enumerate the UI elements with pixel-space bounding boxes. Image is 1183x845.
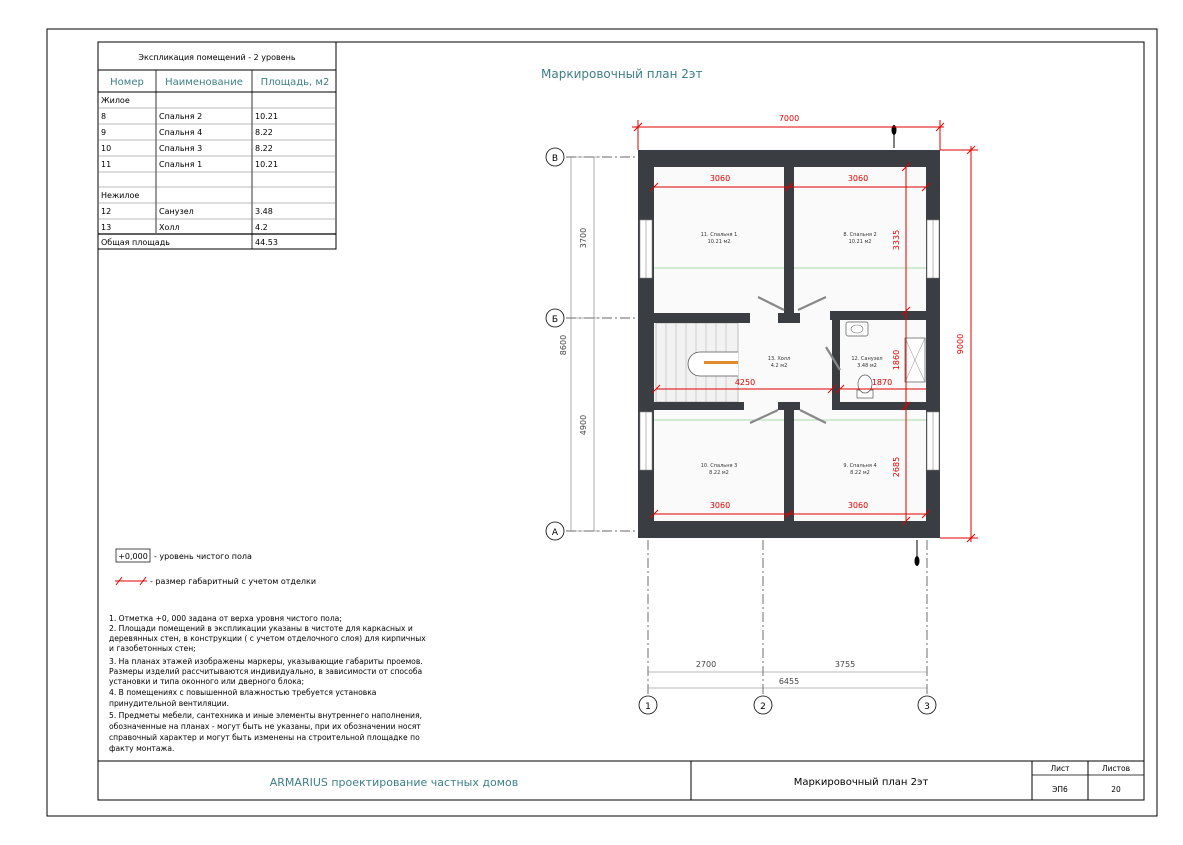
room-label-name: 8. Спальня 2 <box>843 232 877 238</box>
toilet-icon <box>857 375 873 398</box>
sink-icon <box>846 322 868 336</box>
axis-marker-a: А <box>551 528 559 538</box>
axis-marker-3: 3 <box>924 702 930 712</box>
footer-sheets-value: 20 <box>1111 785 1121 794</box>
dim-left-bottom: 4900 <box>579 414 588 436</box>
note-line: справочный характер и могут быть изменены на строительной площадке по <box>109 733 420 742</box>
explication-row-4-name: Спальня 1 <box>159 160 203 169</box>
wall-east <box>926 150 940 538</box>
note-line: и газобетонных стен; <box>109 644 196 653</box>
note-line: деревянных стен, в конструкции ( с учетом отделочного слоя) для кирпичных <box>109 634 426 643</box>
axis-marker-b: Б <box>551 315 559 325</box>
dim-hall: 4250 <box>734 378 756 387</box>
explication-row-4-area: 10.21 <box>255 160 278 169</box>
shower-icon <box>905 338 925 382</box>
explication-row-7-num: 12 <box>101 207 112 216</box>
footer-sheet-label: Лист <box>1050 764 1070 773</box>
dim-bottom-axis-right: 3755 <box>834 660 856 669</box>
dim-left-top: 3700 <box>579 227 588 249</box>
room-label-name: 9. Спальня 4 <box>843 463 877 469</box>
dim-bottom-right: 3060 <box>847 501 869 510</box>
axis-marker-2: 2 <box>760 702 766 712</box>
room-label-area: 8.22 м2 <box>709 470 729 476</box>
explication-header-number: Номер <box>110 77 144 88</box>
dim-top-right: 3060 <box>847 174 869 183</box>
legend-level-mark: +0,000 <box>118 552 148 561</box>
explication-row-4-num: 11 <box>101 160 112 169</box>
explication-row-1-num: 8 <box>101 112 107 121</box>
explication-row-7-area: 3.48 <box>255 207 273 216</box>
dim-overall-width: 7000 <box>778 114 800 123</box>
dim-right-bottom: 2685 <box>892 456 901 478</box>
dim-right-top: 3335 <box>892 229 901 251</box>
room-label-name: 12. Санузел <box>851 356 883 362</box>
dim-top-left: 3060 <box>709 174 731 183</box>
explication-row-1-name: Спальня 2 <box>159 112 203 121</box>
note-line: 1. Отметка +0, 000 задана от верха уровня чистого пола; <box>109 614 342 623</box>
note-line: 3. На планах этажей изображены маркеры, указывающие габариты проемов. <box>109 657 423 666</box>
explication-row-0-num: Жилое <box>101 96 130 105</box>
dim-bath: 1870 <box>871 378 893 387</box>
wall-south <box>638 521 940 538</box>
explication-header-name: Наименование <box>165 77 243 88</box>
wall-west <box>638 150 654 538</box>
dim-right-mid: 1860 <box>892 349 901 371</box>
room-label-name: 10. Спальня 3 <box>700 463 738 469</box>
explication-row-7-name: Санузел <box>159 207 194 216</box>
note-line: 5. Предметы мебели, сантехника и иные элементы внутреннего наполнения, <box>109 711 422 720</box>
footer-sheet-title: Маркировочный план 2эт <box>793 777 929 788</box>
axis-marker-1: 1 <box>645 702 651 712</box>
staircase <box>656 323 738 402</box>
note-line: 4. В помещениях с повышенной влажностью требуется установка <box>109 688 377 697</box>
note-line: принудительной вентиляции. <box>109 699 230 708</box>
dim-bottom-axis-total: 6455 <box>778 677 800 686</box>
room-label-area: 8.22 м2 <box>850 470 870 476</box>
explication-title: Экспликация помещений - 2 уровень <box>138 53 296 62</box>
explication-row-1-area: 10.21 <box>255 112 278 121</box>
explication-row-3-num: 10 <box>101 144 112 153</box>
wall-north <box>638 150 940 167</box>
room-label-area: 10.21 м2 <box>707 239 731 245</box>
legend-level-text: - уровень чистого пола <box>154 552 252 561</box>
room-label-name: 13. Холл <box>767 356 791 362</box>
explication-row-2-name: Спальня 4 <box>159 128 203 137</box>
legend-dim-text: - размер габаритный с учетом отделки <box>150 577 317 586</box>
room-label-area: 4.2 м2 <box>770 363 788 369</box>
explication-row-3-name: Спальня 3 <box>159 144 203 153</box>
explication-row-8-num: 13 <box>101 223 112 232</box>
explication-total-label: Общая площадь <box>101 238 170 247</box>
sheet-outer-frame <box>47 29 1157 816</box>
plan-title: Маркировочный план 2эт <box>541 67 703 81</box>
footer-sheet-value: ЭП6 <box>1052 785 1068 794</box>
dim-left-total: 8600 <box>559 334 568 356</box>
axis-marker-v: В <box>551 154 559 164</box>
explication-row-6-num: Нежилое <box>101 191 140 200</box>
dim-overall-height: 9000 <box>956 333 965 355</box>
note-line: обозначенные на планах - могут быть не указаны, при их обозначении носят <box>109 722 421 731</box>
note-line: Размеры изделий рассчитываются индивидуально, в зависимости от способа <box>109 667 423 676</box>
explication-header-area: Площадь, м2 <box>260 77 330 88</box>
footer-company: ARMARIUS проектирование частных домов <box>269 776 519 789</box>
dim-bottom-axis-left: 2700 <box>695 660 717 669</box>
room-label-area: 3.48 м2 <box>857 363 877 369</box>
note-line: 2. Площади помещений в экспликации указаны в чистоте для каркасных и <box>109 624 413 633</box>
explication-row-8-name: Холл <box>159 223 180 232</box>
room-label-name: 11. Спальня 1 <box>700 232 738 238</box>
dim-bottom-left: 3060 <box>709 501 731 510</box>
footer-sheets-label: Листов <box>1101 764 1131 773</box>
explication-row-8-area: 4.2 <box>255 223 268 232</box>
explication-total-value: 44.53 <box>255 238 278 247</box>
note-line: установки и типа оконного или дверного блока; <box>109 677 305 686</box>
explication-row-3-area: 8.22 <box>255 144 273 153</box>
explication-row-2-area: 8.22 <box>255 128 273 137</box>
explication-row-2-num: 9 <box>101 128 107 137</box>
room-label-area: 10.21 м2 <box>848 239 872 245</box>
note-line: факту монтажа. <box>109 744 175 753</box>
